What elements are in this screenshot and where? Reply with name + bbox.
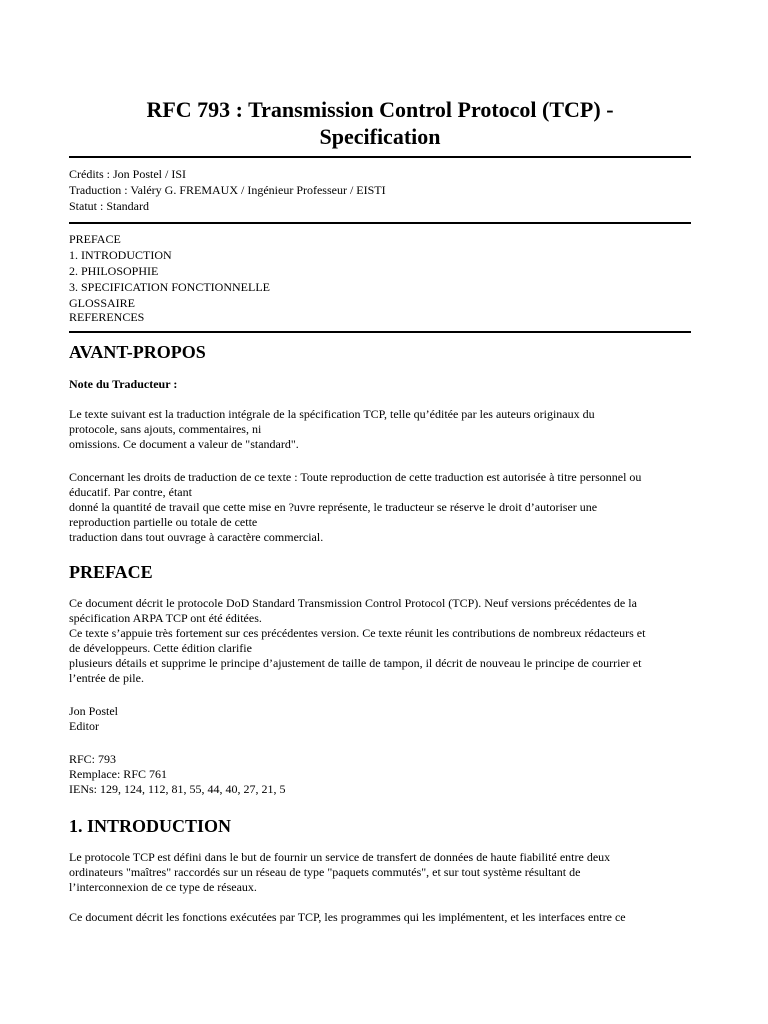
translator-note-label: Note du Traducteur : <box>69 377 178 391</box>
text-line: Le protocole TCP est défini dans le but de fournir un service de transfert de données de haute fiabilité entre deux <box>69 850 611 864</box>
toc-item-philosophie[interactable]: 2. PHILOSOPHIE <box>69 264 159 278</box>
text-line: de développeurs. Cette édition clarifie <box>69 641 252 655</box>
divider-rule <box>69 222 691 224</box>
text-line: Le texte suivant est la traduction intégrale de la spécification TCP, telle qu’éditée par les auteurs originaux du <box>69 407 595 421</box>
toc-item-references[interactable]: REFERENCES <box>69 310 145 324</box>
text-line: plusieurs détails et supprime le principe d’ajustement de taille de tampon, il décrit de nouveau le principe de courrier et <box>69 656 642 670</box>
section-heading-introduction: 1. INTRODUCTION <box>69 816 232 836</box>
text-line: ordinateurs "maîtres" raccordés sur un réseau de type "paquets commutés", et sur tout système résultant de <box>69 865 581 879</box>
author-name: Jon Postel <box>69 704 119 718</box>
text-line: spécification ARPA TCP ont été éditées. <box>69 611 262 625</box>
avant-propos-paragraph-2 <box>69 470 691 545</box>
text-line: protocole, sans ajouts, commentaires, ni <box>69 422 262 436</box>
text-line: Concernant les droits de traduction de ce texte : Toute reproduction de cette traduction est autorisée à titre personnel ou <box>69 470 642 484</box>
text-line: traduction dans tout ouvrage à caractère commercial. <box>69 530 324 544</box>
title-line-1: RFC 793 : Transmission Control Protocol (TCP) - <box>146 97 614 122</box>
rfc-replaces: Remplace: RFC 761 <box>69 767 167 781</box>
text-line: Ce document décrit les fonctions exécutées par TCP, les programmes qui les implémentent, et les interfaces entre ce <box>69 910 626 924</box>
text-line: l’interconnexion de ce type de réseaux. <box>69 880 257 894</box>
text-line: reproduction partielle ou totale de cette <box>69 515 258 529</box>
toc-item-introduction[interactable]: 1. INTRODUCTION <box>69 248 172 262</box>
toc-item-preface[interactable]: PREFACE <box>69 232 121 246</box>
introduction-paragraph-1 <box>69 850 691 895</box>
preface-author <box>69 704 691 734</box>
section-heading-avant-propos: AVANT-PROPOS <box>69 342 206 362</box>
translation-line: Traduction : Valéry G. FREMAUX / Ingénieur Professeur / EISTI <box>69 183 386 197</box>
section-heading-preface: PREFACE <box>69 562 153 582</box>
introduction-paragraph-2 <box>69 910 691 925</box>
avant-propos-paragraph-1 <box>69 407 691 452</box>
text-line: Ce document décrit le protocole DoD Standard Transmission Control Protocol (TCP). Neuf versions précédentes de la <box>69 596 637 610</box>
text-line: Ce texte s’appuie très fortement sur ces précédentes version. Ce texte réunit les contributions de nombreux rédacteurs et <box>69 626 646 640</box>
text-line: omissions. Ce document a valeur de "standard". <box>69 437 299 451</box>
title-line-2: Specification <box>319 124 441 149</box>
rfc-iens: IENs: 129, 124, 112, 81, 55, 44, 40, 27, 21, 5 <box>69 782 286 796</box>
text-line: donné la quantité de travail que cette mise en ?uvre représente, le traducteur se réserve le droit d’autoriser une <box>69 500 598 514</box>
rfc-number: RFC: 793 <box>69 752 117 766</box>
status-line: Statut : Standard <box>69 199 149 213</box>
credits-line: Crédits : Jon Postel / ISI <box>69 167 187 181</box>
preface-rfc-reference <box>69 752 691 797</box>
author-role: Editor <box>69 719 99 733</box>
divider-rule <box>69 156 691 158</box>
preface-paragraph-1 <box>69 596 691 686</box>
text-line: l’entrée de pile. <box>69 671 144 685</box>
page-title <box>69 96 691 150</box>
divider-rule <box>69 331 691 333</box>
text-line: éducatif. Par contre, étant <box>69 485 192 499</box>
toc-item-specification[interactable]: 3. SPECIFICATION FONCTIONNELLE <box>69 280 270 294</box>
toc-item-glossaire[interactable]: GLOSSAIRE <box>69 296 136 310</box>
